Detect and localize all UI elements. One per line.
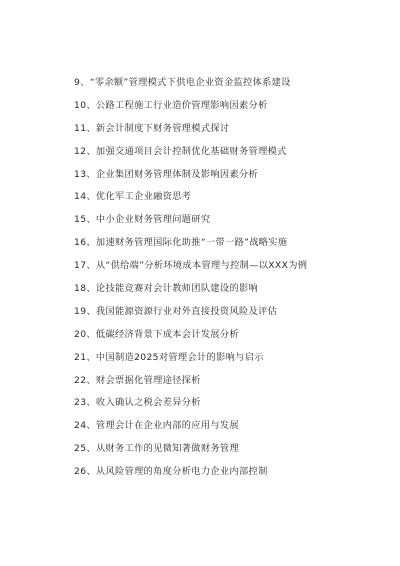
list-item: 21、中国制造2025对管理会计的影响与启示 (74, 351, 264, 363)
list-item: 18、论技能竞赛对会计教师团队建设的影响 (74, 283, 259, 295)
list-item: 26、从风险管理的角度分析电力企业内部控制 (74, 466, 268, 478)
list-item: 11、新会计制度下财务管理模式探讨 (74, 122, 230, 134)
list-item: 9、“零余额”管理模式下供电企业资金监控体系建设 (74, 77, 291, 88)
list-item: 10、公路工程施工行业造价管理影响因素分析 (74, 99, 268, 111)
list-item: 12、加强交通项目会计控制优化基础财务管理模式 (74, 145, 287, 157)
list-item: 24、管理会计在企业内部的应用与发展 (74, 420, 239, 432)
list-item: 15、中小企业财务管理问题研究 (74, 214, 211, 226)
topic-list (74, 72, 307, 484)
list-item: 20、低碳经济背景下成本会计发展分析 (74, 328, 239, 340)
list-item: 22、财会票据化管理途径探析 (74, 374, 201, 386)
list-item: 16、加速财务管理国际化助推“一带一路”战略实施 (74, 237, 288, 249)
list-item: 25、从财务工作的见微知著做财务管理 (74, 443, 239, 455)
list-item: 17、从“供给端”分析环境成本管理与控制—以XXX为例 (74, 260, 308, 272)
list-item: 19、我国能源资源行业对外直接投资风险及评估 (74, 305, 278, 317)
list-item: 23、收入确认之税会差异分析 (74, 397, 201, 409)
list-item: 14、优化军工企业融资思考 (74, 191, 192, 203)
list-item: 13、企业集团财务管理体制及影响因素分析 (74, 168, 259, 180)
